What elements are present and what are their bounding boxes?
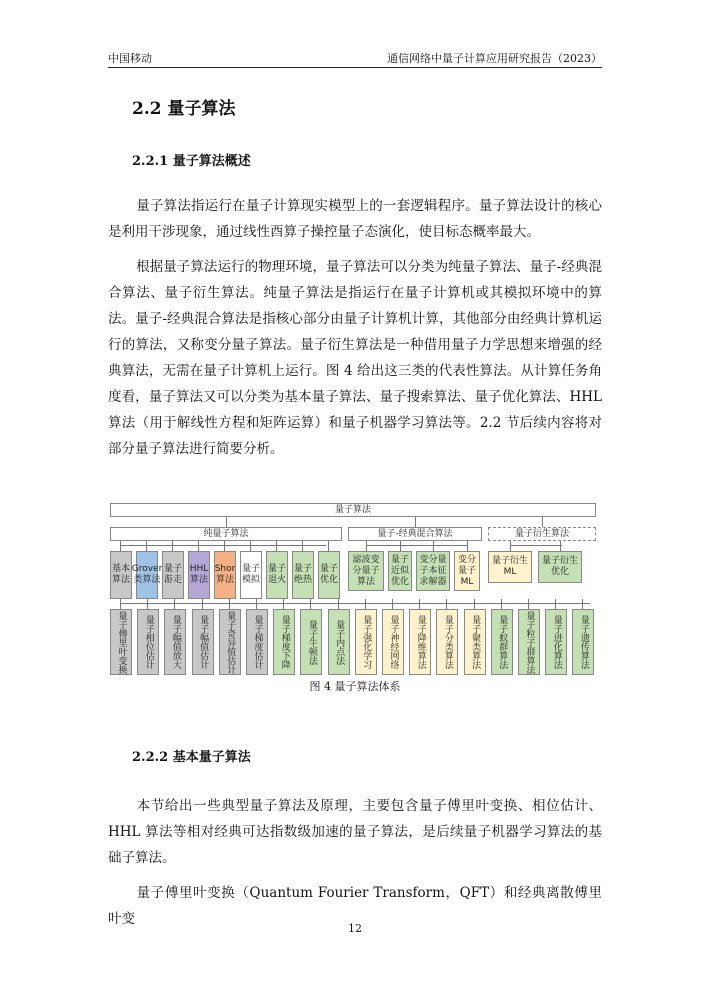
fig-pure-node-4: Shor算法 <box>214 551 236 599</box>
fig-hybrid-node-1: 量子近似优化 <box>388 551 412 591</box>
subsection-title-2: 2.2.2 基本量子算法 <box>132 750 251 765</box>
fig-category-pure: 纯量子算法 <box>110 527 342 541</box>
header-divider <box>108 67 602 68</box>
fig-hybrid-node-3: 变分量子ML <box>454 551 480 591</box>
paragraph-3: 本节给出一些典型量子算法及原理，主要包含量子傅里叶变换、相位估计、HHL 算法等相对经典可达指数级加速的量子算法，是后续量子机器学习算法的基础子算法。 <box>108 798 602 866</box>
fig-hybrid-node-2: 变分量子本征求解器 <box>416 551 450 591</box>
header-left: 中国移动 <box>108 52 152 65</box>
fig-category-hybrid: 量子-经典混合算法 <box>348 527 482 541</box>
fig-root: 量子算法 <box>110 503 596 517</box>
fig-leaf-node-4: 量子奇异值估计 <box>219 609 241 675</box>
fig-hybrid-node-0: 滤波变分量子算法 <box>348 551 384 591</box>
fig-derived-node-1: 量子衍生优化 <box>538 551 582 583</box>
paragraph-2: 根据量子算法运行的物理环境，量子算法可以分类为纯量子算法、量子-经典混合算法、量子衍生算法。纯量子算法是指运行在量子计算机或其模拟环境中的算法。量子-经典混合算法是指核心部分由量子计算机计算，其他部分由经典计算机运行的算法，又称变分量子算法。量子衍生算法是一种借用量子力学思想来增强的经典算法，无需在量子计算机上运行。图 4 给出这三类的代表性算法。从计算任务角度看，量子算法又可以分类为基本量子算法、量子搜索算法、量子优化算法、HHL 算法（用于解线性方程和矩阵运算）和量子机器学习算法等。2.2 节后续内容将对部分量子算法进行简要分析。 <box>108 259 602 457</box>
fig-leaf-node-12: 量子分类算法 <box>436 609 458 675</box>
fig-pure-node-6: 量子退火 <box>266 551 288 599</box>
fig-leaf-node-16: 量子进化算法 <box>545 609 567 675</box>
fig-leaf-node-1: 量子相位估计 <box>137 609 159 675</box>
fig-pure-node-8: 量子优化 <box>318 551 340 599</box>
fig-leaf-node-8: 量子内点法 <box>328 609 350 675</box>
paragraph-4: 量子傅里叶变换（Quantum Fourier Transform，QFT）和经典离散傅里叶变 <box>108 885 602 927</box>
fig-leaf-node-2: 量子幅值放大 <box>164 609 186 675</box>
fig-pure-node-0: 基本算法 <box>110 551 132 599</box>
fig-pure-node-1: Grover类算法 <box>136 551 158 599</box>
fig-leaf-node-7: 量子牛顿法 <box>300 609 322 675</box>
page-number: 12 <box>348 922 362 935</box>
fig-leaf-node-14: 量子蚁群算法 <box>491 609 513 675</box>
header-right: 通信网络中量子计算应用研究报告（2023） <box>387 52 602 65</box>
fig-pure-node-2: 量子游走 <box>162 551 184 599</box>
fig-category-derived: 量子衍生算法 <box>488 527 596 541</box>
figure-caption: 图 4 量子算法体系 <box>309 680 401 693</box>
fig-leaf-node-6: 量子梯度下降 <box>273 609 295 675</box>
subsection-title-1: 2.2.1 量子算法概述 <box>132 154 251 169</box>
fig-leaf-node-0: 量子傅里叶变换 <box>110 609 132 675</box>
fig-leaf-node-11: 量子降维算法 <box>409 609 431 675</box>
fig-pure-node-5: 量子模拟 <box>240 551 262 599</box>
fig-leaf-node-5: 量子梯度估计 <box>246 609 268 675</box>
fig-pure-node-3: HHL算法 <box>188 551 210 599</box>
paragraph-1: 量子算法指运行在量子计算现实模型上的一套逻辑程序。量子算法设计的核心是利用干涉现象，通过线性酉算子操控量子态演化，使目标态概率最大。 <box>108 198 602 240</box>
fig-leaf-node-15: 量子粒子群算法 <box>518 609 540 675</box>
fig-pure-node-7: 量子绝热 <box>292 551 314 599</box>
fig-leaf-node-13: 量子聚类算法 <box>464 609 486 675</box>
algorithm-taxonomy-figure <box>108 501 602 676</box>
fig-leaf-node-9: 量子强化学习 <box>355 609 377 675</box>
fig-leaf-node-10: 量子神经网络 <box>382 609 404 675</box>
section-title: 2.2 量子算法 <box>132 99 236 119</box>
fig-derived-node-0: 量子衍生ML <box>488 551 532 583</box>
fig-leaf-node-3: 量子幅值估计 <box>192 609 214 675</box>
fig-leaf-node-17: 量子遗传算法 <box>572 609 594 675</box>
